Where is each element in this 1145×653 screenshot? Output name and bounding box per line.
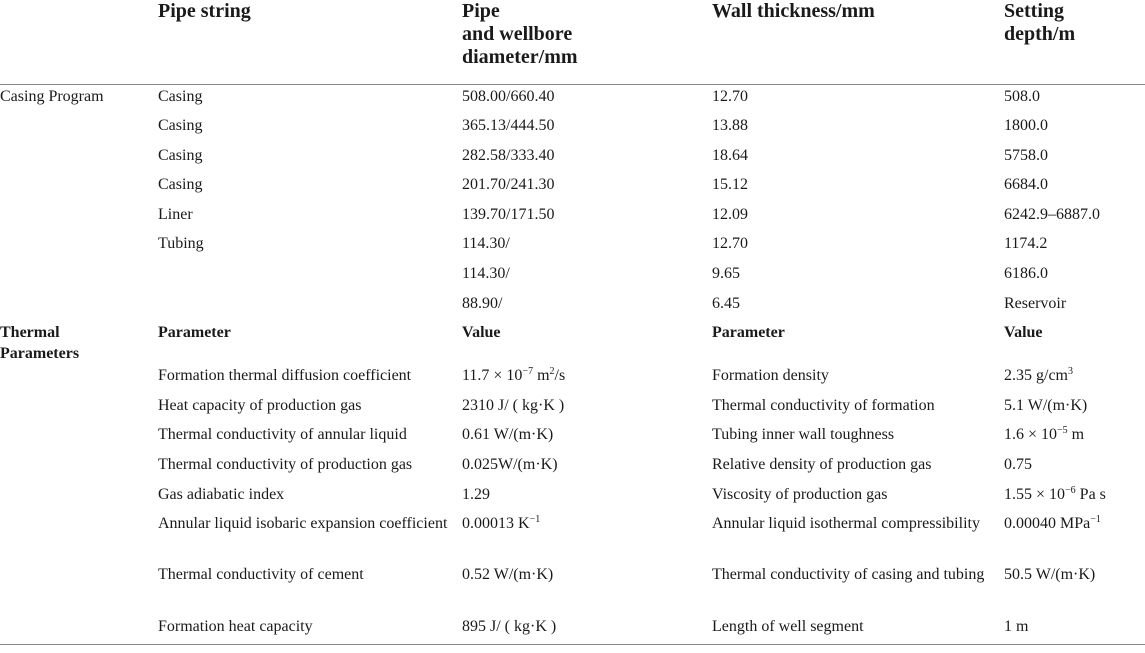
thermal-row: [0, 483, 1145, 513]
thermal-row: [0, 614, 1145, 644]
value-part: −1: [1090, 514, 1101, 526]
value-part: 5.1 W/(m·K): [1004, 396, 1088, 414]
value-part: 1.29: [462, 485, 490, 503]
header-wall-thickness: Wall thickness/mm: [712, 0, 1004, 85]
thermal-parameter-cell: Viscosity of production gas: [712, 485, 888, 503]
value-part: −6: [1065, 484, 1076, 496]
section-label: [0, 114, 158, 144]
thermal-parameter-cell: Length of well segment: [712, 614, 1004, 644]
thermal-row: [0, 453, 1145, 483]
section-label: [0, 292, 158, 322]
thermal-value-cell: [462, 364, 712, 394]
wall-thickness-cell: 9.65: [712, 265, 740, 283]
thermal-value-cell: [462, 394, 712, 424]
value-part: −5: [1057, 425, 1068, 437]
section-label: [0, 173, 158, 203]
setting-depth-cell: Reservoir: [1004, 294, 1067, 312]
pipe-string-cell: [158, 292, 462, 322]
thermal-label-line1: Thermal: [0, 324, 60, 342]
diameter-cell: 282.58/333.40: [462, 146, 555, 164]
thermal-parameter-cell: Thermal conductivity of annular liquid: [158, 426, 407, 444]
thermal-header-parameter: Parameter: [158, 324, 231, 342]
thermal-value-cell: [462, 614, 712, 644]
pipe-string-cell: Casing: [158, 117, 203, 135]
pipe-string-cell: Casing: [158, 146, 203, 164]
thermal-row: [0, 563, 1145, 614]
setting-depth-cell: 5758.0: [1004, 146, 1048, 164]
section-label: [0, 232, 158, 262]
value-part: 3: [1068, 366, 1073, 378]
casing-row: [0, 114, 1145, 144]
thermal-parameter-cell: Formation heat capacity: [158, 614, 462, 644]
pipe-string-cell: Casing: [158, 88, 203, 105]
thermal-value-cell: [462, 563, 712, 614]
wall-thickness-cell: 18.64: [712, 146, 748, 164]
thermal-value-cell: [462, 453, 712, 483]
thermal-parameter-cell: Heat capacity of production gas: [158, 396, 362, 414]
setting-depth-cell: 508.0: [1004, 88, 1040, 105]
section-label: Casing Program: [0, 88, 104, 105]
wall-thickness-cell: 12.70: [712, 235, 748, 253]
value-part: /s: [554, 367, 566, 385]
pipe-string-cell: Tubing: [158, 235, 204, 253]
empty-cell: [0, 364, 158, 394]
thermal-value-cell: [1004, 563, 1145, 614]
casing-row: [0, 144, 1145, 174]
value-part: 0.61 W/(m·K): [462, 426, 554, 444]
diameter-cell: 139.70/171.50: [462, 205, 555, 223]
value-part: 11.7 × 10: [462, 367, 523, 385]
thermal-value-cell: [1004, 483, 1145, 513]
pipe-string-cell: Casing: [158, 176, 203, 194]
header-pipe-string: Pipe string: [158, 0, 462, 85]
value-part: −7: [522, 366, 534, 378]
header-setting-depth: [1004, 0, 1145, 85]
thermal-label-line2: Parameters: [0, 345, 80, 363]
thermal-header-row: [0, 321, 1145, 364]
thermal-value-cell: [1004, 614, 1145, 644]
thermal-parameter-cell: Thermal conductivity of formation: [712, 396, 935, 414]
diameter-cell: 88.90/: [462, 294, 503, 312]
thermal-parameter-cell: Formation thermal diffusion coefficient: [158, 367, 412, 385]
pipe-string-cell: Liner: [158, 205, 193, 223]
empty-cell: [0, 614, 158, 644]
casing-row: [0, 85, 1145, 115]
empty-cell: [0, 423, 158, 453]
value-part: 50.5 W/(m·K): [1004, 566, 1096, 584]
casing-row: [0, 232, 1145, 262]
value-part: 0.75: [1004, 456, 1032, 474]
table-header-row: [0, 0, 1145, 85]
thermal-parameter-cell: Thermal conductivity of casing and tubing: [712, 566, 985, 584]
value-part: 895 J/ ( kg·K ): [462, 618, 557, 636]
thermal-parameter-cell: Relative density of production gas: [712, 456, 932, 474]
thermal-value-cell: [462, 423, 712, 453]
setting-depth-cell: 6684.0: [1004, 176, 1048, 194]
wall-thickness-cell: 12.70: [712, 88, 748, 105]
thermal-parameter-cell: Tubing inner wall toughness: [712, 426, 895, 444]
thermal-value-cell: [1004, 423, 1145, 453]
value-part: m: [1067, 426, 1085, 444]
setting-depth-cell: 6242.9–6887.0: [1004, 205, 1100, 223]
thermal-value-cell: [462, 512, 712, 563]
section-label: [0, 203, 158, 233]
diameter-cell: 365.13/444.50: [462, 117, 555, 135]
empty-cell: [0, 563, 158, 614]
value-part: 2: [549, 366, 555, 378]
value-part: 1.55 × 10: [1004, 485, 1066, 503]
thermal-header-parameter: Parameter: [712, 324, 785, 342]
header-diameter-line1: Pipe: [462, 0, 500, 22]
diameter-cell: 114.30/: [462, 265, 510, 283]
empty-cell: [0, 512, 158, 563]
value-part: 1 m: [1004, 618, 1029, 636]
thermal-header-value: Value: [1004, 324, 1043, 342]
thermal-parameter-cell: Thermal conductivity of production gas: [158, 456, 413, 474]
section-label: [0, 262, 158, 292]
value-part: Pa s: [1075, 485, 1106, 503]
thermal-row: [0, 512, 1145, 563]
section-label: [0, 144, 158, 174]
thermal-value-cell: [462, 483, 712, 513]
casing-row: [0, 173, 1145, 203]
setting-depth-cell: 1800.0: [1004, 117, 1048, 135]
diameter-cell: 508.00/660.40: [462, 88, 555, 105]
header-section: [0, 0, 158, 85]
value-part: 1.6 × 10: [1004, 426, 1058, 444]
setting-depth-cell: 1174.2: [1004, 235, 1048, 253]
diameter-cell: 201.70/241.30: [462, 176, 555, 194]
pipe-string-cell: [158, 262, 462, 292]
casing-row: [0, 262, 1145, 292]
header-diameter: [462, 0, 712, 85]
value-part: m: [533, 367, 550, 385]
wall-thickness-cell: 13.88: [712, 117, 748, 135]
thermal-parameter-cell: Formation density: [712, 367, 829, 385]
thermal-value-cell: [1004, 453, 1145, 483]
thermal-parameter-cell: Annular liquid isobaric expansion coefficient: [158, 515, 448, 533]
casing-row: [0, 292, 1145, 322]
wall-thickness-cell: 6.45: [712, 294, 740, 312]
thermal-section-label: [0, 321, 158, 364]
value-part: 0.00013 K: [462, 515, 530, 533]
value-part: −1: [529, 514, 541, 526]
value-part: 2.35 g/cm: [1004, 367, 1068, 385]
thermal-row: [0, 364, 1145, 394]
thermal-value-cell: [1004, 364, 1145, 394]
thermal-value-cell: [1004, 512, 1145, 563]
empty-cell: [0, 394, 158, 424]
thermal-parameter-cell: Gas adiabatic index: [158, 485, 285, 503]
empty-cell: [0, 453, 158, 483]
casing-row: [0, 203, 1145, 233]
diameter-cell: 114.30/: [462, 235, 510, 253]
empty-cell: [0, 483, 158, 513]
setting-depth-cell: 6186.0: [1004, 265, 1048, 283]
thermal-parameter-cell: Annular liquid isothermal compressibility: [712, 515, 980, 533]
value-part: 2310 J/ ( kg·K ): [462, 396, 565, 414]
header-depth-line2: depth/m: [1004, 23, 1076, 45]
wall-thickness-cell: 15.12: [712, 176, 748, 194]
thermal-parameter-cell: Thermal conductivity of cement: [158, 566, 364, 584]
thermal-header-value: Value: [462, 324, 501, 342]
thermal-value-cell: [1004, 394, 1145, 424]
thermal-row: [0, 423, 1145, 453]
thermal-row: [0, 394, 1145, 424]
wall-thickness-cell: 12.09: [712, 205, 748, 223]
header-depth-line1: Setting: [1004, 0, 1064, 22]
header-diameter-line3: diameter/mm: [462, 46, 578, 68]
header-diameter-line2: and wellbore: [462, 23, 573, 45]
value-part: 0.00040 MPa: [1004, 515, 1091, 533]
value-part: 0.025W/(m·K): [462, 456, 558, 474]
value-part: 0.52 W/(m·K): [462, 566, 554, 584]
